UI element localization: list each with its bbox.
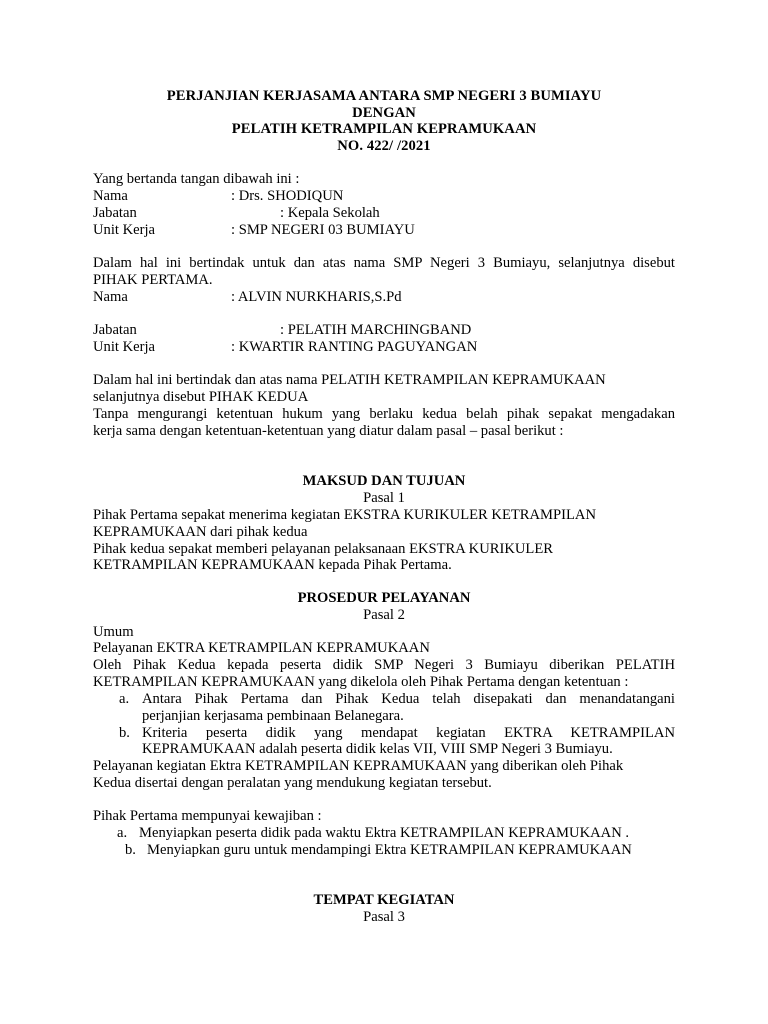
party2-statement-line-1: Dalam hal ini bertindak dan atas nama PELATIH KETRAMPILAN KEPRAMUKAAN — [93, 372, 606, 388]
section1-line-4: KETRAMPILAN KEPRAMUKAAN kepada Pihak Pertama. — [93, 557, 452, 573]
party2-position-label: Jabatan — [93, 322, 137, 338]
party2-unit-label: Unit Kerja — [93, 339, 156, 355]
kegiatan-line-1: Pelayanan kegiatan Ektra KETRAMPILAN KEPRAMUKAAN yang diberikan oleh Pihak — [93, 758, 624, 774]
party2-statement-line-2: selanjutnya disebut PIHAK KEDUA — [93, 389, 309, 405]
section1-heading: MAKSUD DAN TUJUAN — [302, 473, 466, 489]
party1-unit-row — [93, 222, 415, 239]
party2-unit-row — [93, 339, 477, 356]
party1-name-value: : Drs. SHODIQUN — [231, 188, 344, 204]
section2-heading: PROSEDUR PELAYANAN — [297, 590, 471, 606]
kewajiban-b-marker: b. — [125, 842, 136, 858]
party1-name-row — [93, 188, 343, 205]
section2-pasal: Pasal 2 — [363, 607, 405, 623]
item-b-line-1: Kriteria peserta didik yang mendapat kegiatan EKTRA KETRAMPILAN — [142, 725, 675, 741]
section3-heading: TEMPAT KEGIATAN — [313, 892, 455, 908]
intro-text: Yang bertanda tangan dibawah ini : — [93, 171, 300, 187]
kewajiban-a-text: Menyiapkan peserta didik pada waktu Ektra KETRAMPILAN KEPRAMUKAAN . — [139, 825, 630, 841]
kewajiban-a-marker: a. — [117, 825, 128, 841]
party2-position-value: : PELATIH MARCHINGBAND — [280, 322, 472, 338]
document-number: NO. 422/ /2021 — [337, 138, 431, 154]
party1-position-label: Jabatan — [93, 205, 137, 221]
kegiatan-line-2: Kedua disertai dengan peralatan yang mendukung kegiatan tersebut. — [93, 775, 492, 791]
item-b-marker: b. — [119, 725, 130, 741]
party2-name-row — [93, 289, 402, 306]
item-a-line-1: Antara Pihak Pertama dan Pihak Kedua telah disepakati dan menandatangani — [142, 691, 675, 707]
section2-umum: Umum — [93, 624, 134, 640]
kewajiban-a-row — [117, 825, 629, 842]
section2-oleh-line-2: KETRAMPILAN KEPRAMUKAAN yang dikelola oleh Pihak Pertama dengan ketentuan : — [93, 674, 629, 690]
party2-name-value: : ALVIN NURKHARIS,S.Pd — [231, 289, 402, 305]
party2-name-label: Nama — [93, 289, 128, 305]
section1-line-3: Pihak kedua sepakat memberi pelayanan pelaksanaan EKSTRA KURIKULER — [93, 541, 553, 557]
party1-unit-value: : SMP NEGERI 03 BUMIAYU — [231, 222, 415, 238]
party2-unit-value: : KWARTIR RANTING PAGUYANGAN — [231, 339, 478, 355]
party1-name-label: Nama — [93, 188, 128, 204]
section3-pasal: Pasal 3 — [363, 909, 405, 925]
kewajiban-intro: Pihak Pertama mempunyai kewajiban : — [93, 808, 322, 824]
kewajiban-b-row — [125, 842, 632, 859]
item-a-line-2: perjanjian kerjasama pembinaan Belanegara. — [142, 708, 404, 724]
agreement-line-1: Tanpa mengurangi ketentuan hukum yang berlaku kedua belah pihak sepakat mengadakan — [93, 406, 675, 422]
party1-unit-label: Unit Kerja — [93, 222, 156, 238]
section1-line-2: KEPRAMUKAAN dari pihak kedua — [93, 524, 308, 540]
agreement-line-2: kerja sama dengan ketentuan-ketentuan yang diatur dalam pasal – pasal berikut : — [93, 423, 564, 439]
party1-position-value: : Kepala Sekolah — [280, 205, 380, 221]
item-a-marker: a. — [119, 691, 130, 707]
party1-statement-line-2: PIHAK PERTAMA. — [93, 272, 213, 288]
section1-line-1: Pihak Pertama sepakat menerima kegiatan EKSTRA KURIKULER KETRAMPILAN — [93, 507, 596, 523]
party1-statement-line-1: Dalam hal ini bertindak untuk dan atas nama SMP Negeri 3 Bumiayu, selanjutnya disebut — [93, 255, 675, 271]
section2-oleh-line-1: Oleh Pihak Kedua kepada peserta didik SMP Negeri 3 Bumiayu diberikan PELATIH — [93, 657, 675, 673]
title-line-2: DENGAN — [352, 105, 416, 121]
title-line-1: PERJANJIAN KERJASAMA ANTARA SMP NEGERI 3 BUMIAYU — [166, 88, 602, 104]
title-line-3: PELATIH KETRAMPILAN KEPRAMUKAAN — [231, 121, 537, 137]
section2-pelayanan: Pelayanan EKTRA KETRAMPILAN KEPRAMUKAAN — [93, 640, 430, 656]
section1-pasal: Pasal 1 — [363, 490, 405, 506]
item-b-line-2: KEPRAMUKAAN adalah peserta didik kelas VII, VIII SMP Negeri 3 Bumiayu. — [142, 741, 613, 757]
kewajiban-b-text: Menyiapkan guru untuk mendampingi Ektra KETRAMPILAN KEPRAMUKAAN — [147, 842, 632, 858]
party1-position-row — [93, 205, 380, 222]
party2-position-row — [93, 322, 471, 339]
